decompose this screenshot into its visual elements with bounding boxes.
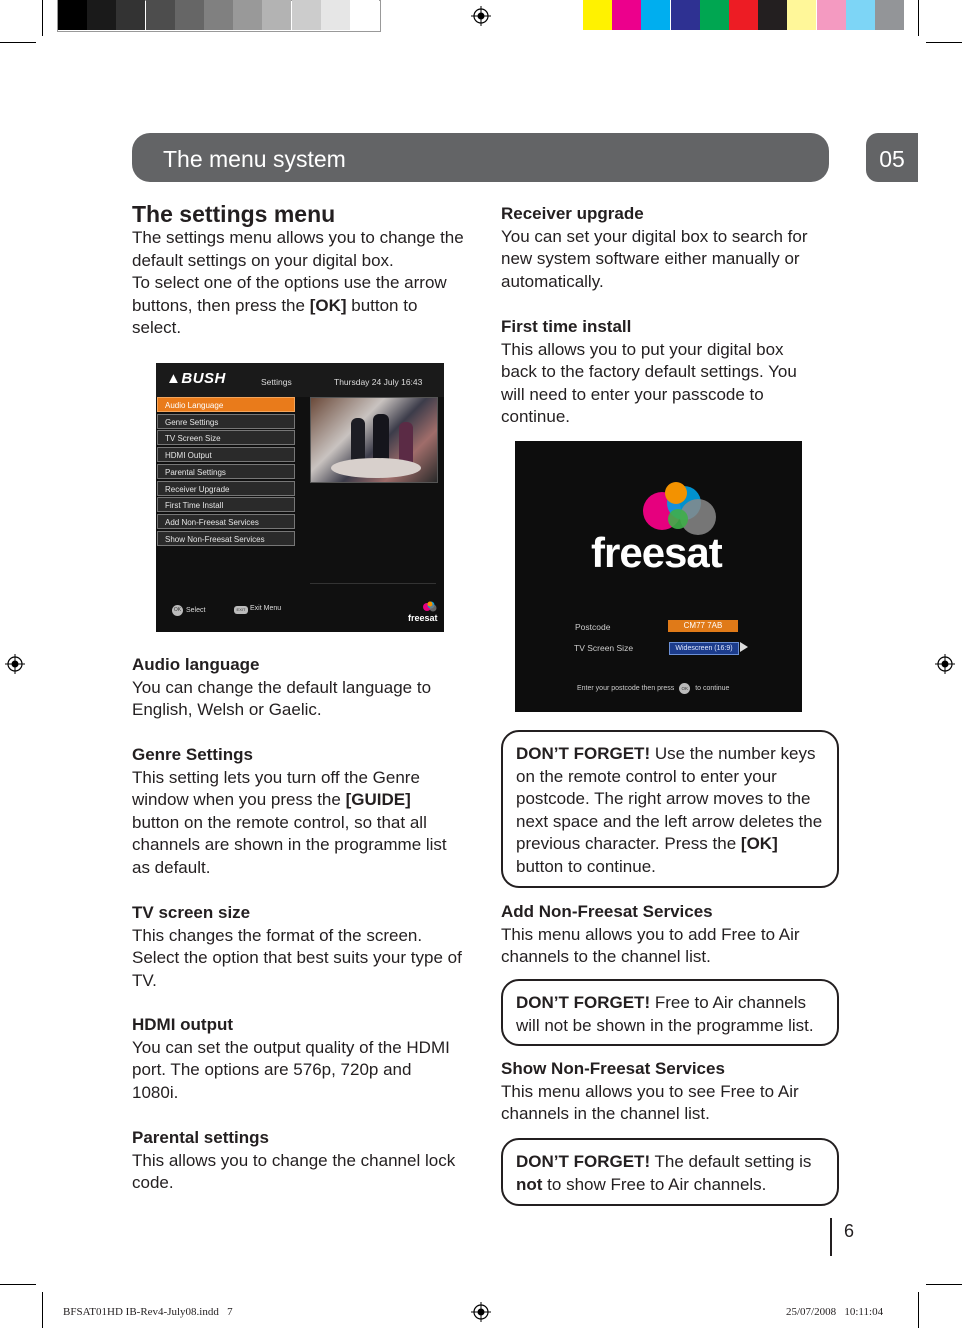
section-text: You can set the output quality of the HDMI port. The options are 576p, 720p and 1080i. bbox=[132, 1037, 450, 1102]
postcode-hint bbox=[577, 683, 729, 694]
callout-text: Free to Air channels will not be shown in the programme list. bbox=[516, 993, 814, 1035]
screen-datetime: Thursday 24 July 16:43 bbox=[334, 377, 423, 387]
section-title: First time install bbox=[501, 317, 632, 336]
video-table bbox=[331, 458, 421, 478]
chapter-number: 05 bbox=[866, 133, 918, 182]
crop-mark bbox=[0, 1284, 36, 1285]
gray-swatch bbox=[292, 0, 321, 30]
section-text: This setting lets you turn off the Genre window when you press the bbox=[132, 767, 420, 809]
settings-heading: The settings menu bbox=[132, 201, 336, 227]
crop-mark bbox=[42, 0, 43, 36]
registration-mark-icon bbox=[5, 654, 25, 674]
settings-intro bbox=[132, 227, 467, 340]
section-title: Parental settings bbox=[132, 1128, 269, 1147]
color-swatch bbox=[846, 0, 875, 30]
settings-menu-item[interactable]: Receiver Upgrade bbox=[157, 481, 295, 496]
registration-mark-icon bbox=[935, 654, 955, 674]
callout-text: to show Free to Air channels. bbox=[547, 1174, 767, 1194]
gray-swatch bbox=[58, 0, 87, 30]
crop-mark bbox=[926, 1284, 962, 1285]
section-title: Show Non-Freesat Services bbox=[501, 1059, 725, 1078]
intro-text: button to select. bbox=[132, 295, 418, 337]
settings-menu-item[interactable]: Genre Settings bbox=[157, 414, 295, 429]
settings-menu-item[interactable]: Add Non-Freesat Services bbox=[157, 514, 295, 529]
freesat-setup-screen bbox=[515, 441, 802, 712]
gray-swatch bbox=[175, 0, 204, 30]
section-title: HDMI output bbox=[132, 1015, 234, 1034]
color-swatch bbox=[641, 0, 670, 30]
section-hdmi-output bbox=[132, 1014, 462, 1104]
gray-swatch bbox=[262, 0, 291, 30]
color-swatch bbox=[817, 0, 846, 30]
registration-mark-icon bbox=[471, 6, 491, 26]
crop-mark bbox=[42, 1292, 43, 1328]
gray-swatch bbox=[321, 0, 350, 30]
select-label: Select bbox=[186, 607, 206, 614]
dont-forget-callout bbox=[501, 979, 839, 1046]
section-title: Add Non-Freesat Services bbox=[501, 902, 713, 921]
crop-mark bbox=[918, 1292, 919, 1328]
color-swatch bbox=[758, 0, 787, 30]
section-parental-settings bbox=[132, 1127, 462, 1195]
callout-lead: DON’T FORGET! bbox=[516, 744, 651, 763]
section-text: button on the remote control, so that all channels are shown in the programme list as default. bbox=[132, 812, 447, 877]
gray-swatch bbox=[350, 0, 379, 30]
section-text: This allows you to put your digital box back to the factory default settings. You will need to enter your passcode to continue. bbox=[501, 339, 797, 426]
section-audio-language bbox=[132, 654, 462, 722]
color-swatch bbox=[612, 0, 641, 30]
hint-text: Enter your postcode then press bbox=[577, 685, 675, 692]
gray-swatch bbox=[116, 0, 145, 30]
settings-menu-item[interactable]: Audio Language bbox=[157, 397, 295, 412]
section-title: Audio language bbox=[132, 655, 260, 674]
gray-swatch bbox=[204, 0, 233, 30]
bush-logo: ▲BUSH bbox=[166, 370, 226, 387]
section-title: Genre Settings bbox=[132, 745, 253, 764]
section-title: TV screen size bbox=[132, 903, 251, 922]
hint-text: to continue bbox=[695, 685, 730, 692]
registration-mark-icon bbox=[471, 1302, 491, 1322]
section-tv-screen-size bbox=[132, 902, 462, 992]
exit-menu-label: Exit Menu bbox=[250, 605, 282, 612]
ok-key: [OK] bbox=[740, 834, 778, 853]
callout-lead: DON’T FORGET! bbox=[516, 993, 651, 1012]
color-swatch bbox=[671, 0, 700, 30]
color-swatch bbox=[787, 0, 816, 30]
page-number: 6 bbox=[844, 1221, 855, 1241]
print-timestamp: 25/07/2008 10:11:04 bbox=[786, 1306, 884, 1318]
callout-text: Use the number keys on the remote control to enter your postcode. The right arrow moves to the next space and the left arrow deletes the previous character. Press the bbox=[516, 744, 823, 853]
section-genre-settings bbox=[132, 744, 462, 879]
section-text: This menu allows you to add Free to Air channels to the channel list. bbox=[501, 924, 800, 966]
intro-text: To select one of the options use the arrow buttons, then press the bbox=[132, 273, 447, 315]
freesat-logo-icon bbox=[420, 601, 440, 613]
callout-text: button to continue. bbox=[516, 856, 656, 876]
ok-key: [OK] bbox=[309, 295, 347, 315]
crop-mark bbox=[918, 0, 919, 36]
crop-mark bbox=[926, 42, 962, 43]
guide-key: [GUIDE] bbox=[345, 790, 411, 809]
color-swatch bbox=[875, 0, 904, 30]
ok-key-icon: OK bbox=[679, 683, 690, 694]
postcode-input[interactable]: CM77 7AB bbox=[668, 620, 738, 632]
section-text: This changes the format of the screen. Select the option that best suits your type of TV. bbox=[132, 925, 462, 990]
freesat-wordmark: freesat bbox=[408, 613, 438, 623]
page-title: The menu system bbox=[163, 146, 346, 172]
section-text: This allows you to change the channel lock code. bbox=[132, 1150, 456, 1192]
dont-forget-callout bbox=[501, 730, 839, 888]
ok-key-icon: OK bbox=[172, 605, 183, 616]
settings-screen bbox=[156, 363, 444, 632]
screen-divider bbox=[310, 583, 436, 584]
callout-text: The default setting is bbox=[654, 1152, 812, 1171]
section-show-non-freesat bbox=[501, 1058, 821, 1126]
callout-emphasis: not bbox=[516, 1174, 543, 1194]
section-first-time-install bbox=[501, 316, 816, 429]
screen-title: Settings bbox=[261, 377, 292, 387]
file-slug: BFSAT01HD IB-Rev4-July08.indd 7 bbox=[63, 1306, 233, 1318]
gray-swatch bbox=[87, 0, 116, 30]
settings-menu-item[interactable]: First Time Install bbox=[157, 497, 295, 512]
dont-forget-callout bbox=[501, 1138, 839, 1206]
color-swatch bbox=[729, 0, 758, 30]
section-text: You can change the default language to English, Welsh or Gaelic. bbox=[132, 677, 432, 719]
intro-text: The settings menu allows you to change the default settings on your digital box. bbox=[132, 228, 464, 270]
section-add-non-freesat bbox=[501, 901, 821, 969]
color-swatch bbox=[583, 0, 612, 30]
section-receiver-upgrade bbox=[501, 203, 826, 293]
section-text: This menu allows you to see Free to Air channels in the channel list. bbox=[501, 1081, 799, 1123]
video-preview bbox=[310, 397, 438, 483]
crop-mark bbox=[0, 42, 36, 43]
tv-screen-size-select[interactable]: Widescreen (16:9) bbox=[669, 642, 739, 655]
settings-menu-item[interactable]: Show Non-Freesat Services bbox=[157, 531, 295, 546]
settings-menu-item[interactable]: Parental Settings bbox=[157, 464, 295, 479]
settings-menu-item[interactable]: HDMI Output bbox=[157, 447, 295, 462]
color-swatch bbox=[700, 0, 729, 30]
callout-lead: DON’T FORGET! bbox=[516, 1152, 651, 1171]
postcode-label: Postcode bbox=[575, 622, 611, 632]
gray-swatch bbox=[146, 0, 175, 30]
section-text: You can set your digital box to search for new system software either manually or automatically. bbox=[501, 226, 808, 291]
exit-key-icon: EXIT bbox=[234, 606, 248, 614]
page-number-rule bbox=[830, 1218, 832, 1256]
gray-swatch bbox=[233, 0, 262, 30]
freesat-wordmark: freesat bbox=[591, 529, 722, 576]
right-arrow-icon[interactable] bbox=[740, 642, 748, 652]
tv-screen-size-label: TV Screen Size bbox=[574, 643, 634, 653]
settings-menu-item[interactable]: TV Screen Size bbox=[157, 430, 295, 445]
section-title: Receiver upgrade bbox=[501, 204, 644, 223]
